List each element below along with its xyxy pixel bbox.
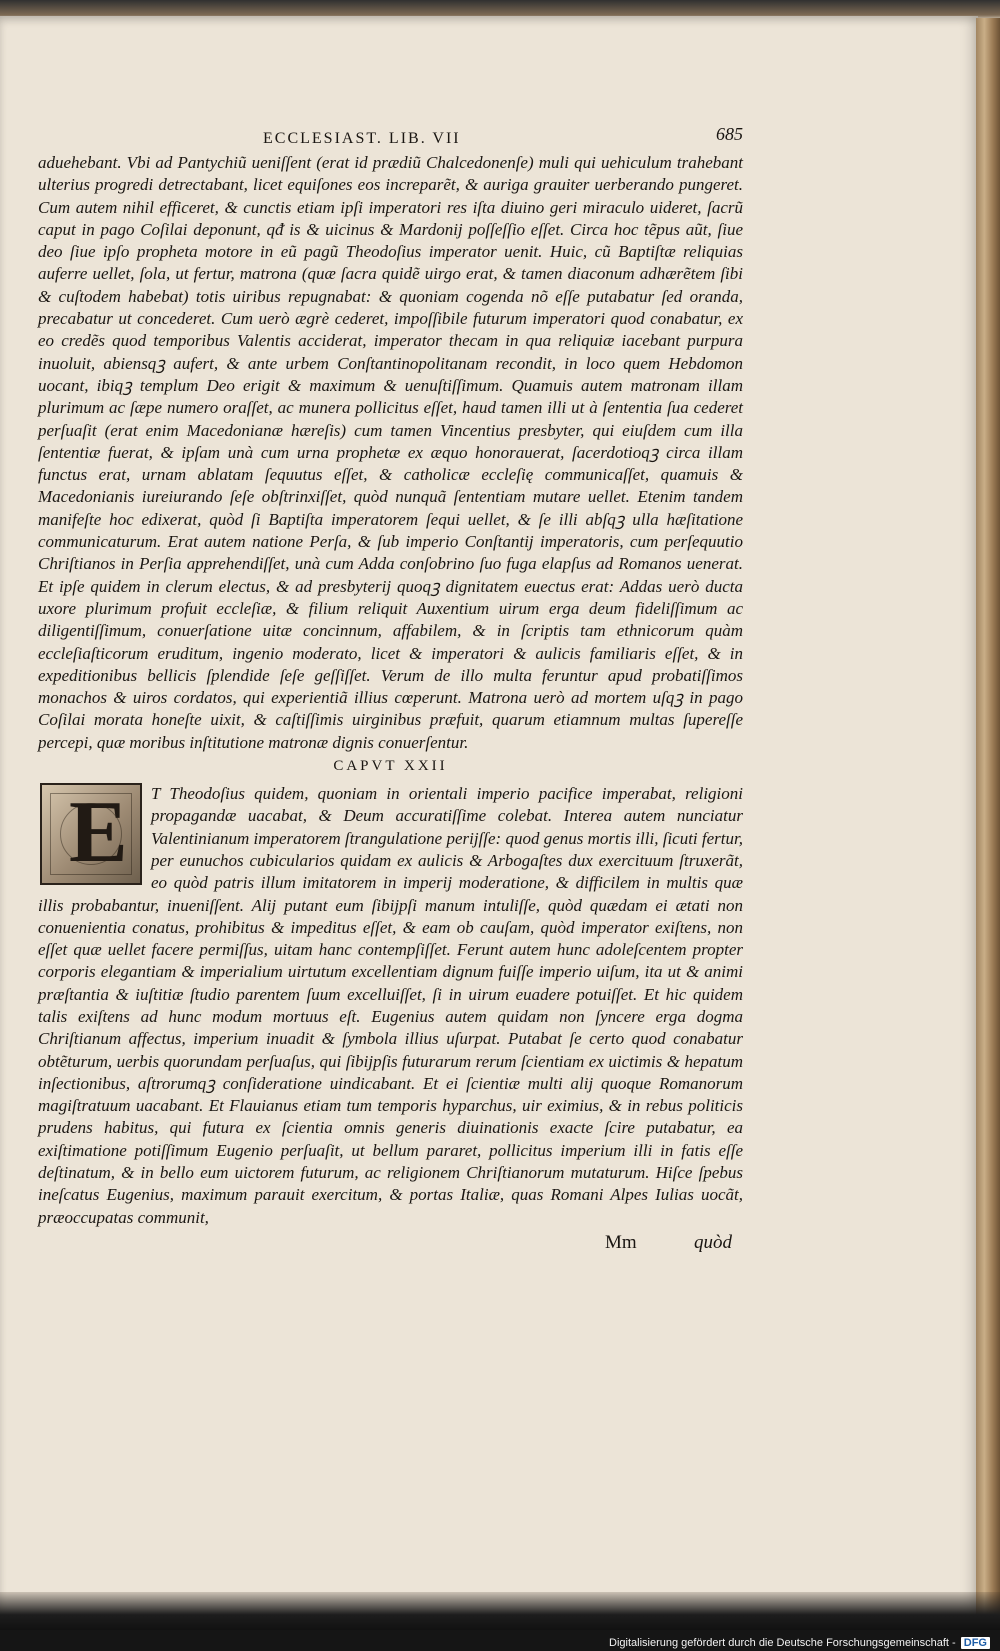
signature-mark: Mm — [605, 1231, 637, 1253]
top-paragraph: aduehebant. Vbi ad Pantychiũ ueniſſent (erat id prædiũ Chalcedonenſe) muli qui uehiculum trahebant ulterius progredi detrectabant, licet equiſones eos increparẽt, & auriga grauiter uerberando pungeret. Cum autem nihil efficeret, & cunctis etiam ipſi imperatori res iſta diuino geri miraculo uideret, ſacrũ caput in pago Coſilai deponunt, qᵭ is & uicinus & Mardonij poſſeſſio eſſet. Circa hoc tẽpus aũt, ſiue deo ſiue ipſo propheta motore in eũ pagũ Theodoſius imperator uenit. Huic, cũ Baptiſtæ reliquias auferre uellet, ſola, ut fertur, matrona (quæ ſacra quidẽ uirgo erat, & tamen diaconum adhærẽtem ſibi & cuſtodem habebat) totis uiribus repugnabat: & quoniam cogenda nõ eſſe putabatur ſed oranda, precabatur ut concederet. Cum uerò ægrè cederet, impoſſibile futurum imperatori quod conabatur, ex eo credẽs quod temporibus Valentis acciderat, imperator thecam in qua reliquiæ iacebant purpura inuoluit, abiensqꝫ aufert, & ante urbem Conſtantinopolitanam recondit, in loco quem Hebdomon uocant, ibiqꝫ templum Deo erigit & maximum & uenuſtiſſimum. Quamuis autem matronam illam plurimum ac ſæpe numero oraſſet, ac munera pollicitus eſſet, haud tamen illi ut à ſententia ſua cederet perſuaſit (erat enim Macedonianæ hæreſis) cum tamen Vincentius presbyter, qui eiuſdem cum illa ſententiæ fuerat, & ipſam unà cum urna prophetæ ex æquo honorauerat, ſacerdotioqꝫ circa illam functus erat, urnam ablatam ſequutus eſſet, & catholicæ eccleſię communicaſſet, quamuis & Macedonianis iureiurando ſeſe obſtrinxiſſet, quòd nunquã ſententiam mutare uellet. Etenim tandem manifeſte hoc edixerat, quòd ſi Baptiſta imperatorem ſequi uellet, & ſe illi abſqꝫ ulla hæſitatione communicaturum. Erat autem natione Perſa, & ſub imperio Conſtantij imperatoris, cum perſequutio Chriſtianos in Perſia apprehendiſſet, unà cum Adda conſobrino ſuo fuga elapſus ad Romanos uenerat. Et ipſe quidem in clerum electus, & ad presbyterij quoqꝫ dignitatem euectus erat: Addas uerò ducta uxore plurimum profuit eccleſiæ, & filium reliquit Auxentium uirum erga deum fideliſſimum ac diligentiſſimum, conuerſatione uitæ concinnum, affabilem, & in ſcriptis tam ethnicorum quàm eccleſiaſticorum eruditum, ingenio moderato, licet & imperatori & aulicis familiaris eſſet, & in expeditionibus bellicis ſplendide ſeſe geſſiſſet. Verum de illo multa feruntur apud probatiſſimos monachos & uiros cordatos, qui experientiã illius cœperunt. Matrona uerò ad mortem uſqꝫ in pago Coſilai morata honeſte uixit, & caſtiſſimis uirginibus præfuit, quarum etiamnum multas ſupereſſe percepi, quæ moribus inſtitutione matronæ dignis conuerſentur. — [38, 153, 743, 752]
initial-letter: E — [69, 784, 128, 882]
page-number: 685 — [716, 124, 743, 144]
chapter-heading: CAPVT XXII — [333, 758, 448, 775]
chapter-body — [38, 783, 743, 1229]
running-title: ECCLESIAST. LIB. VII — [263, 130, 461, 147]
funding-credit — [609, 1637, 990, 1649]
bottom-shadow-band — [0, 1592, 1000, 1630]
footer-marks — [38, 1232, 743, 1258]
dfg-badge: DFG — [961, 1637, 990, 1649]
decorated-initial — [40, 783, 142, 885]
running-head — [38, 118, 743, 152]
catchword: quòd — [694, 1231, 732, 1253]
page-edge — [976, 18, 1000, 1616]
chapter-paragraph: T Theodoſius quidem, quoniam in orientali imperio pacifice imperabat, religioni propagandæ uacabat, & Deum accuratiſſime colebat. Interea autem nunciatur Valentinianum imperatorem ſtrangulatione perijſſe: quod genus mortis illi, ſicuti fertur, per eunuchos cubicularios quidam ex aulicis & Arbogaſtes dux exercituum ſtruxerãt, eo quòd patris illum imitatorem in imperij moderatione, & difficilem in multis quæ illis probabantur, inueniſſent. Alij putant eum ſibijpſi manum intuliſſe, quòd quædam ei ætati non conuenientia conatus, prohibitus & impeditus eſſet, & eam ob cauſam, quòd imperator exiſtens, non eſſet quæ uellet facere permiſſus, uitam hanc contempſiſſet. Ferunt autem hunc adoleſcentem propter corporis elegantiam & imperialium uirtutum excellentiam dignum fuiſſe imperio uiſum, ita ut & animi præſtantia & iuſtitiæ ſtudio parentem ſuum excelluiſſet, ſi in uirum euadere potuiſſet. Et hic quidem talis exiſtens ad hunc modum mortuus eſt. Eugenius autem quidam non ſyncere erga dogma Chriſtianum affectus, imperium inuadit & ſymbola illius uſurpat. Putabat ſe certo quod conabatur obtẽturum, uerbis quorundam perſuaſus, qui ſibijpſis futurarum rerum ſcientiam ex uictimis & hepatum inſectionibus, aſtrorumqꝫ conſideratione uindicabant. Et ei ſcientiæ multi alij quoque Romanorum magiſtratuum uacabant. Et Flauianus etiam tum temporis hyparchus, uir eximius, & in rebus politicis prudens habitus, qui futura ex ſcientia omnis generis diuinationis exacte ſcire putabatur, ea exiſtimatione potiſſimum Eugenio perſuaſit, ut bellum pararet, pollicitus imperium illi in fatis eſſe deſtinatum, & in bello eum uictorem futurum, ac religionem Chriſtianorum mutaturum. Hiſce ſpebus ineſcatus Eugenius, maximum parauit exercitum, & portas Italiæ, quas Romani Alpes Iulias uocãt, præoccupatas communit, — [38, 784, 743, 1227]
text-block — [38, 118, 743, 1258]
credit-text: Digitalisierung gefördert durch die Deutsche Forschungsgemeinschaft - — [609, 1637, 956, 1649]
